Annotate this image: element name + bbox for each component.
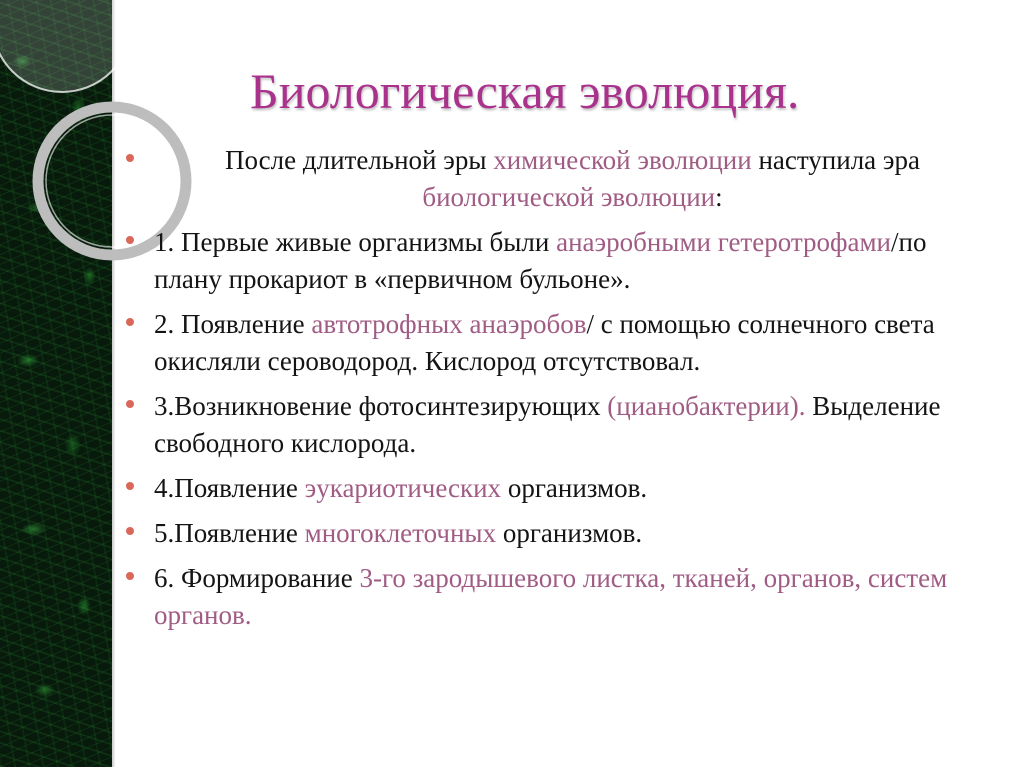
bullet-dot-icon [126, 572, 134, 580]
item-text: 1. Первые живые организмы были анаэробными гетеротрофами/по плану прокариот в «первичном бульоне». [154, 227, 927, 294]
list-item [120, 515, 995, 552]
slide-bullet-list [120, 142, 995, 642]
bullet-dot-icon [126, 400, 134, 408]
bullet-dot-icon [126, 154, 134, 162]
decorative-ring-large [0, 0, 132, 92]
item-text: 5.Появление многоклеточных организмов. [154, 518, 643, 548]
item-text: 6. Формирование 3-го зародышевого листка, тканей, органов, систем органов. [154, 563, 948, 630]
item-text: 3.Возникновение фотосинтезирующих (цианобактерии). Выделение свободного кислорода. [154, 391, 941, 458]
item-text: 4.Появление эукариотических организмов. [154, 473, 648, 503]
bullet-dot-icon [126, 527, 134, 535]
list-item [120, 142, 995, 216]
list-item [120, 306, 995, 380]
list-item [120, 388, 995, 462]
list-item [120, 470, 995, 507]
item-text: 2. Появление автотрофных анаэробов/ с помощью солнечного света окисляли сероводород. Кислород отсутствовал. [154, 309, 935, 376]
bullet-dot-icon [126, 482, 134, 490]
item-text: После длительной эры химической эволюции наступила эра биологической эволюции: [225, 145, 920, 212]
bullet-dot-icon [126, 236, 134, 244]
list-item [120, 224, 995, 298]
slide-title: Биологическая эволюция. [250, 63, 800, 119]
list-item [120, 560, 995, 634]
bullet-dot-icon [126, 318, 134, 326]
